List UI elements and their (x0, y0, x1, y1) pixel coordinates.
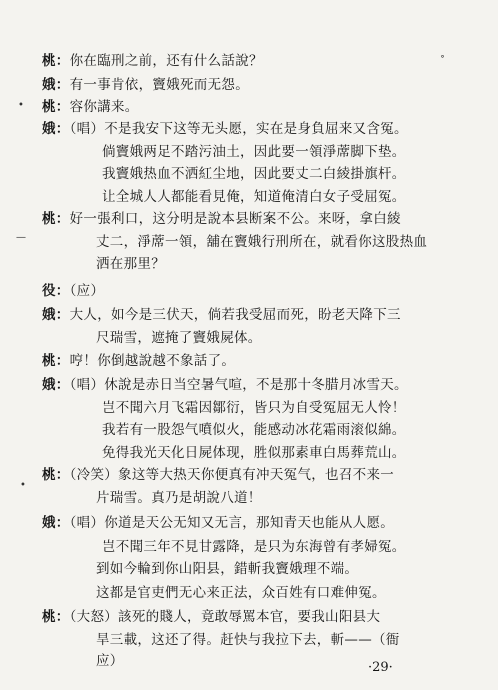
line-text: （应） (69, 283, 105, 299)
script-line-2 (42, 76, 249, 94)
line-text: 丈二，淨蓆一領，舖在竇娥行刑所在，就看你这股热血 (96, 234, 428, 250)
line-text: 旱三載，这还了得。赶快与我拉下去，斬——（衙 (96, 632, 400, 648)
line-text: （唱）你道是天公无知又无言，那知青天也能从人愿。 (69, 515, 395, 531)
line-text: 到如今輪到你山阳县，錯斬我竇娥理不端。 (96, 561, 359, 577)
speaker-label: 娥： (42, 121, 70, 137)
page-number: ·29· (368, 660, 393, 675)
script-line-22 (102, 538, 406, 556)
speaker-label: 桃： (42, 99, 70, 115)
speaker-label: 桃： (42, 609, 70, 625)
script-line-25 (42, 608, 380, 626)
script-line-8 (42, 210, 401, 228)
script-line-23 (96, 560, 358, 578)
speaker-label: 桃： (42, 353, 70, 369)
speaker-label: 娥： (42, 515, 70, 531)
margin-dash-mark: — (16, 232, 26, 243)
script-line-20 (96, 489, 262, 507)
speaker-label: 桃： (42, 467, 70, 483)
line-text: 这都是官吏們无心来正法，众百姓有口难伸冤。 (96, 585, 386, 601)
script-line-6 (102, 165, 406, 183)
line-text: 应） (96, 653, 124, 669)
speaker-label: 娥： (42, 377, 70, 393)
line-text: 岂不聞三年不見甘露降，是只为东海曾有孝婦冤。 (102, 539, 406, 555)
script-line-9 (96, 233, 427, 251)
line-text: 倘竇娥两足不踏污油土，因此要一領淨蓆脚下垫。 (102, 144, 406, 160)
line-text: 岂不聞六月飞霜因鄒衍，皆只为自受冤屈无人怜！ (102, 400, 406, 416)
line-text: 好一張利口，这分明是說本县断案不公。来呀，拿白綾 (69, 211, 401, 227)
margin-dot-mark: • (20, 480, 26, 491)
margin-tick-mark: ˚ (440, 56, 445, 67)
speaker-label: 桃： (42, 211, 70, 227)
line-text: 免得我光天化日屍体现，胜似那素車白馬葬荒山。 (102, 445, 406, 461)
script-line-16 (102, 399, 406, 417)
script-line-7 (102, 188, 406, 206)
script-line-4 (42, 120, 408, 138)
line-text: （唱）不是我安下这等无头愿，实在是身負屈来又含冤。 (69, 121, 408, 137)
line-text: 哼！你倒越說越不象話了。 (69, 353, 236, 369)
speaker-label: 娥： (42, 77, 70, 93)
script-line-5 (102, 143, 406, 161)
line-text: 容你講来。 (69, 99, 139, 115)
script-line-12 (42, 306, 401, 324)
line-text: 我竇娥热血不洒紅尘地，因此要丈二白綾掛旗杆。 (102, 166, 406, 182)
script-line-11 (42, 282, 104, 300)
line-text: （大怒）該死的賤人，竟敢辱罵本官，要我山阳县大 (69, 609, 381, 625)
script-line-27 (96, 652, 124, 670)
script-line-26 (96, 631, 400, 649)
line-text: 大人，如今是三伏天，倘若我受屈而死，盼老天降下三 (69, 307, 401, 323)
script-line-1 (42, 52, 263, 70)
script-line-14 (42, 352, 235, 370)
line-text: （唱）休說是赤日当空暑气喧，不是那十冬腊月冰雪天。 (69, 377, 408, 393)
line-text: 洒在那里？ (96, 256, 165, 272)
script-line-13 (96, 329, 262, 347)
script-line-17 (102, 421, 406, 439)
line-text: 你在臨刑之前，还有什么話說？ (69, 53, 263, 69)
script-line-19 (42, 466, 394, 484)
script-line-3 (42, 98, 139, 116)
margin-dot-mark: • (18, 100, 24, 111)
line-text: 片瑞雪。真乃是胡說八道！ (96, 490, 262, 506)
speaker-label: 桃： (42, 53, 70, 69)
script-line-15 (42, 376, 408, 394)
line-text: （冷笑）象这等大热天你便真有冲天冤气，也召不来一 (69, 467, 395, 483)
script-line-24 (96, 584, 386, 602)
script-line-10 (96, 255, 165, 273)
line-text: 尺瑞雪，遮掩了竇娥屍体。 (96, 330, 262, 346)
line-text: 有一事肯依，竇娥死而无怨。 (69, 77, 250, 93)
line-text: 我若有一股怨气噴似火，能感动冰花霜雨滚似綿。 (102, 422, 406, 438)
script-line-18 (102, 444, 406, 462)
speaker-label: 役： (42, 283, 70, 299)
line-text: 让全城人人都能看見俺，知道俺清白女子受屈冤。 (102, 189, 406, 205)
script-line-21 (42, 514, 394, 532)
speaker-label: 娥： (42, 307, 70, 323)
